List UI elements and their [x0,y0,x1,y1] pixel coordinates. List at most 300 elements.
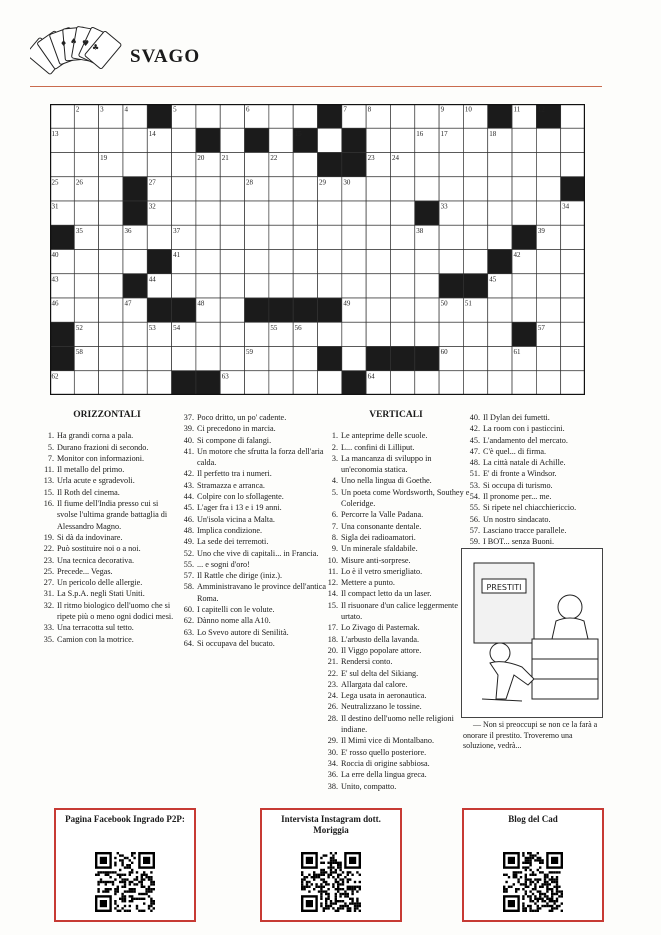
grid-cell[interactable] [415,177,439,201]
grid-cell[interactable] [390,371,414,395]
grid-cell[interactable] [536,250,560,274]
clue-text: Una tecnica decorativa. [57,555,135,565]
clue-text: Poco dritto, un po' cadente. [197,413,287,422]
grid-cell[interactable] [123,347,147,371]
grid-cell[interactable] [415,250,439,274]
clue-item [321,656,471,667]
grid-cell[interactable] [172,201,196,225]
grid-cell[interactable] [293,201,317,225]
grid-cell[interactable] [488,322,512,346]
grid-cell[interactable] [99,298,123,322]
grid-cell[interactable] [293,153,317,177]
grid-cell[interactable] [463,128,487,152]
grid-cell[interactable] [147,347,171,371]
grid-cell[interactable] [196,225,220,249]
clue-text: Colpire con lo sfollagente. [197,492,284,502]
grid-cell[interactable] [342,201,366,225]
grid-cell[interactable] [366,177,390,201]
grid-cell[interactable] [196,322,220,346]
grid-cell[interactable] [415,104,439,128]
verticali-column-continued [463,412,628,559]
grid-cell[interactable] [439,225,463,249]
grid-cell[interactable] [293,177,317,201]
cell-number: 5 [173,105,177,114]
cell-number: 43 [51,275,59,284]
grid-cell[interactable] [366,225,390,249]
cell-number: 57 [537,323,545,332]
cell-number: 60 [440,348,448,356]
clue-item [177,491,327,502]
cell-number: 6 [246,105,250,114]
grid-cell[interactable] [99,322,123,346]
grid-cell[interactable] [245,322,269,346]
grid-cell[interactable] [220,177,244,201]
grid-cell[interactable] [512,153,536,177]
grid-cell[interactable] [415,153,439,177]
clue-text: La mancanza di sviluppo in un'economia statica. [341,453,432,475]
clue-text: Camion con la motrice. [57,634,134,644]
grid-cell[interactable] [536,347,560,371]
grid-cell[interactable] [512,201,536,225]
grid-cell[interactable] [561,347,585,371]
grid-cell[interactable] [74,371,98,395]
clue-item [463,457,628,468]
grid-cell[interactable] [269,128,293,152]
grid-cell[interactable] [99,201,123,225]
qr-code-icon[interactable] [95,852,155,912]
clue-item [177,423,327,434]
grid-cell[interactable] [390,201,414,225]
grid-cell[interactable] [245,371,269,395]
black-cell [147,104,171,128]
clue-number: 20. [327,645,338,655]
grid-cell[interactable] [536,201,560,225]
grid-cell[interactable] [366,298,390,322]
grid-cell[interactable] [536,153,560,177]
grid-cell[interactable] [366,274,390,298]
grid-cell[interactable] [390,177,414,201]
grid-cell[interactable] [439,322,463,346]
clue-item [463,491,628,502]
grid-cell[interactable] [318,225,342,249]
grid-cell[interactable] [196,104,220,128]
clue-item [463,480,628,491]
cell-number: 17 [440,129,448,138]
cell-number: 54 [173,323,181,332]
cell-number: 36 [124,226,132,235]
clue-item [177,570,327,581]
cell-number: 2 [75,105,80,114]
clue-item [321,645,471,656]
grid-cell[interactable] [318,201,342,225]
grid-cell[interactable] [172,347,196,371]
black-cell [390,347,414,371]
clue-text: Il metallo del primo. [57,465,125,475]
grid-cell[interactable] [123,322,147,346]
grid-cell[interactable] [439,371,463,395]
grid-cell[interactable] [220,322,244,346]
grid-cell[interactable] [342,347,366,371]
grid-cell[interactable] [293,347,317,371]
cell-number: 37 [173,226,181,235]
grid-cell[interactable] [269,225,293,249]
clue-number: 45. [183,503,194,513]
clue-item [321,690,471,701]
grid-cell[interactable] [488,371,512,395]
clue-item [321,713,471,736]
grid-cell[interactable] [220,347,244,371]
grid-cell[interactable] [220,274,244,298]
clue-text: Il perfetto tra i numeri. [197,469,272,479]
clue-number: 2. [331,442,338,452]
cell-number: 47 [124,299,132,308]
grid-cell[interactable] [415,322,439,346]
cell-number: 59 [246,348,254,356]
grid-cell[interactable] [463,201,487,225]
grid-cell[interactable] [269,201,293,225]
clue-text: Un poeta come Wordsworth, Southey e Coleridge. [341,487,470,509]
cell-number: 12 [537,105,545,114]
grid-cell[interactable] [463,371,487,395]
clue-number: 11. [328,566,338,576]
grid-cell[interactable] [390,322,414,346]
grid-cell[interactable] [439,153,463,177]
grid-cell[interactable] [439,177,463,201]
clue-number: 21. [327,657,338,667]
grid-cell[interactable] [488,347,512,371]
cell-number: 49 [343,299,351,308]
grid-cell[interactable] [342,225,366,249]
grid-cell[interactable] [536,128,560,152]
clue-text: La città natale di Achille. [483,458,566,468]
grid-cell[interactable] [390,104,414,128]
black-cell [50,347,74,371]
black-cell [147,298,171,322]
grid-cell[interactable] [318,250,342,274]
black-cell [318,298,342,322]
grid-cell[interactable] [196,274,220,298]
grid-cell[interactable] [536,371,560,395]
grid-cell[interactable] [220,128,244,152]
grid-cell[interactable] [488,201,512,225]
cell-number: 50 [440,299,448,308]
grid-cell[interactable] [269,177,293,201]
clue-item [177,480,327,491]
grid-cell[interactable] [269,371,293,395]
cell-number: 3 [100,105,104,114]
grid-cell[interactable] [415,274,439,298]
grid-cell[interactable] [512,298,536,322]
grid-cell[interactable] [293,225,317,249]
clue-item [463,412,628,423]
black-cell [463,274,487,298]
grid-cell[interactable] [99,347,123,371]
grid-cell[interactable] [536,298,560,322]
grid-cell[interactable] [123,371,147,395]
clue-text: Il fiume dell'India presso cui si svolse l'ultima grande battaglia di Alessandro Magno. [57,499,168,531]
grid-cell[interactable] [147,153,171,177]
grid-cell[interactable] [245,250,269,274]
grid-cell[interactable] [220,250,244,274]
clue-number: 55. [469,503,480,513]
grid-cell[interactable] [318,322,342,346]
clue-item [463,435,628,446]
grid-cell[interactable] [196,347,220,371]
clue-text: Si dà da indovinare. [57,532,123,542]
clue-item [177,536,327,547]
clue-item [321,781,471,792]
cell-number: 39 [537,226,545,235]
grid-cell[interactable] [342,274,366,298]
grid-cell[interactable] [74,201,98,225]
grid-cell[interactable] [488,153,512,177]
black-cell [293,298,317,322]
grid-cell[interactable] [318,371,342,395]
grid-cell[interactable] [512,371,536,395]
grid-cell[interactable] [50,104,74,128]
clue-number: 55. [183,559,194,569]
clue-text: Il ritmo biologico dell'uomo che si ripete più o meno ogni dodici mesi. [57,600,174,622]
clue-number: 43. [183,480,194,490]
grid-cell[interactable] [488,225,512,249]
clue-number: 3. [331,453,338,463]
grid-cell[interactable] [366,250,390,274]
clue-number: 1. [331,431,338,441]
grid-cell[interactable] [99,274,123,298]
cell-number: 41 [173,251,181,259]
qr-box-instagram[interactable] [260,808,402,922]
cell-number: 40 [51,251,59,259]
grid-cell[interactable] [245,274,269,298]
qr-code-icon[interactable] [503,852,563,912]
grid-cell[interactable] [74,250,98,274]
clue-item [37,634,177,645]
clue-number: 12. [327,578,338,588]
clue-item [177,615,327,626]
grid-cell[interactable] [366,322,390,346]
grid-cell[interactable] [488,177,512,201]
clue-number: 40. [469,413,480,422]
clue-item [321,442,471,453]
clue-item [37,577,177,588]
clue-text: Il Dylan dei fumetti. [483,413,550,422]
grid-cell[interactable] [147,225,171,249]
clue-number: 1. [47,431,54,441]
grid-cell[interactable] [415,298,439,322]
grid-cell[interactable] [245,201,269,225]
qr-box-facebook[interactable] [54,808,196,922]
grid-cell[interactable] [172,128,196,152]
grid-cell[interactable] [74,298,98,322]
grid-cell[interactable] [390,225,414,249]
clue-number: 45. [469,435,480,445]
grid-cell[interactable] [293,104,317,128]
clue-number: 6. [331,510,338,520]
svg-text:♥: ♥ [82,39,90,48]
black-cell [147,250,171,274]
clue-text: E' rosso quello posteriore. [341,747,427,757]
grid-cell[interactable] [196,250,220,274]
clue-item [321,521,471,532]
grid-cell[interactable] [74,274,98,298]
grid-cell[interactable] [245,225,269,249]
grid-cell[interactable] [220,225,244,249]
grid-cell[interactable] [561,104,585,128]
grid-cell[interactable] [269,104,293,128]
grid-cell[interactable] [269,250,293,274]
grid-cell[interactable] [99,128,123,152]
clue-item [37,588,177,599]
clue-item [321,555,471,566]
orizzontali-column-continued [177,412,327,649]
grid-cell[interactable] [390,274,414,298]
grid-cell[interactable] [463,347,487,371]
black-cell [488,104,512,128]
cell-number: 35 [75,226,83,235]
grid-cell[interactable] [366,128,390,152]
verticali-heading: VERTICALI [369,410,423,420]
clue-item [321,600,471,623]
grid-cell[interactable] [99,371,123,395]
clue-item [321,622,471,633]
grid-cell[interactable] [147,371,171,395]
grid-cell[interactable] [561,274,585,298]
grid-cell[interactable] [366,201,390,225]
clue-item [321,668,471,679]
grid-cell[interactable] [220,298,244,322]
grid-cell[interactable] [123,128,147,152]
grid-cell[interactable] [293,371,317,395]
black-cell [561,177,585,201]
grid-cell[interactable] [74,153,98,177]
qr-code-icon[interactable] [301,852,361,912]
clue-text: Implica condizione. [197,525,263,535]
cartoon-caption: — Non si preoccupi se non ce la farà a onorare il prestito. Troveremo una soluzione, vedrà... [463,720,598,750]
cell-number: 11 [513,105,521,114]
clue-number: 31. [43,589,54,599]
clue-item [177,548,327,559]
grid-cell[interactable] [172,177,196,201]
clue-number: 37. [183,413,194,422]
grid-cell[interactable] [123,153,147,177]
grid-cell[interactable] [293,274,317,298]
grid-cell[interactable] [50,153,74,177]
black-cell [488,250,512,274]
clue-number: 36. [327,770,338,780]
grid-cell[interactable] [561,250,585,274]
grid-cell[interactable] [99,177,123,201]
grid-cell[interactable] [99,225,123,249]
clue-item [177,412,327,423]
clue-text: I capitelli con le volute. [197,605,275,615]
grid-cell[interactable] [561,153,585,177]
qr-label: Intervista Instagram dott. Moriggia [281,814,381,835]
grid-cell[interactable] [220,201,244,225]
clue-number: 63. [183,627,194,637]
clue-item [321,532,471,543]
grid-cell[interactable] [342,250,366,274]
clue-text: Il Rattle che dirige (iniz.). [197,571,283,581]
grid-cell[interactable] [488,298,512,322]
grid-cell[interactable] [99,250,123,274]
clue-number: 59. [469,537,480,547]
grid-cell[interactable] [463,177,487,201]
cell-number: 15 [294,129,302,138]
grid-cell[interactable] [512,177,536,201]
cell-number: 28 [246,178,254,187]
clue-number: 57. [469,525,480,535]
grid-cell[interactable] [318,128,342,152]
clue-number: 11. [44,465,54,475]
grid-cell[interactable] [196,177,220,201]
grid-cell[interactable] [293,250,317,274]
clue-item [37,566,177,577]
clue-text: Stramazza e arranca. [197,480,265,490]
grid-cell[interactable] [172,153,196,177]
grid-cell[interactable] [512,128,536,152]
clue-text: Mettere a punto. [341,578,395,588]
grid-cell[interactable] [463,225,487,249]
clue-text: Una terracotta sul tetto. [57,623,134,633]
playing-cards-icon [30,22,122,82]
black-cell [245,128,269,152]
black-cell [196,128,220,152]
clue-text: La S.p.A. negli Stati Uniti. [57,589,145,599]
grid-cell[interactable] [269,347,293,371]
grid-cell[interactable] [561,128,585,152]
grid-cell[interactable] [561,298,585,322]
clue-text: Lasciano tracce parallele. [483,525,567,535]
clue-text: Si compone di falangi. [197,435,272,445]
grid-cell[interactable] [172,274,196,298]
grid-cell[interactable] [390,250,414,274]
grid-cell[interactable] [536,177,560,201]
qr-box-blog[interactable] [462,808,604,922]
grid-cell[interactable] [561,371,585,395]
svg-text:♠: ♠ [70,37,78,46]
grid-cell[interactable] [123,250,147,274]
grid-cell[interactable] [415,371,439,395]
grid-cell[interactable] [561,225,585,249]
clue-number: 44. [183,492,194,502]
black-cell [342,128,366,152]
grid-cell[interactable] [74,128,98,152]
grid-cell[interactable] [390,128,414,152]
clue-number: 48. [469,458,480,468]
grid-cell[interactable] [512,274,536,298]
grid-cell[interactable] [390,298,414,322]
grid-cell[interactable] [536,274,560,298]
clue-item [37,622,177,633]
grid-cell[interactable] [318,274,342,298]
grid-cell[interactable] [439,250,463,274]
grid-cell[interactable] [196,201,220,225]
clue-item [321,577,471,588]
grid-cell[interactable] [463,250,487,274]
clue-item [177,514,327,525]
clue-text: C'è quel... di firma. [483,446,547,456]
grid-cell[interactable] [463,153,487,177]
clue-number: 22. [43,544,54,554]
grid-cell[interactable] [342,322,366,346]
grid-cell[interactable] [245,153,269,177]
grid-cell[interactable] [463,322,487,346]
grid-cell[interactable] [269,274,293,298]
clue-number: 34. [327,758,338,768]
grid-cell[interactable] [220,104,244,128]
clue-number: 28. [327,713,338,723]
grid-cell[interactable] [561,322,585,346]
